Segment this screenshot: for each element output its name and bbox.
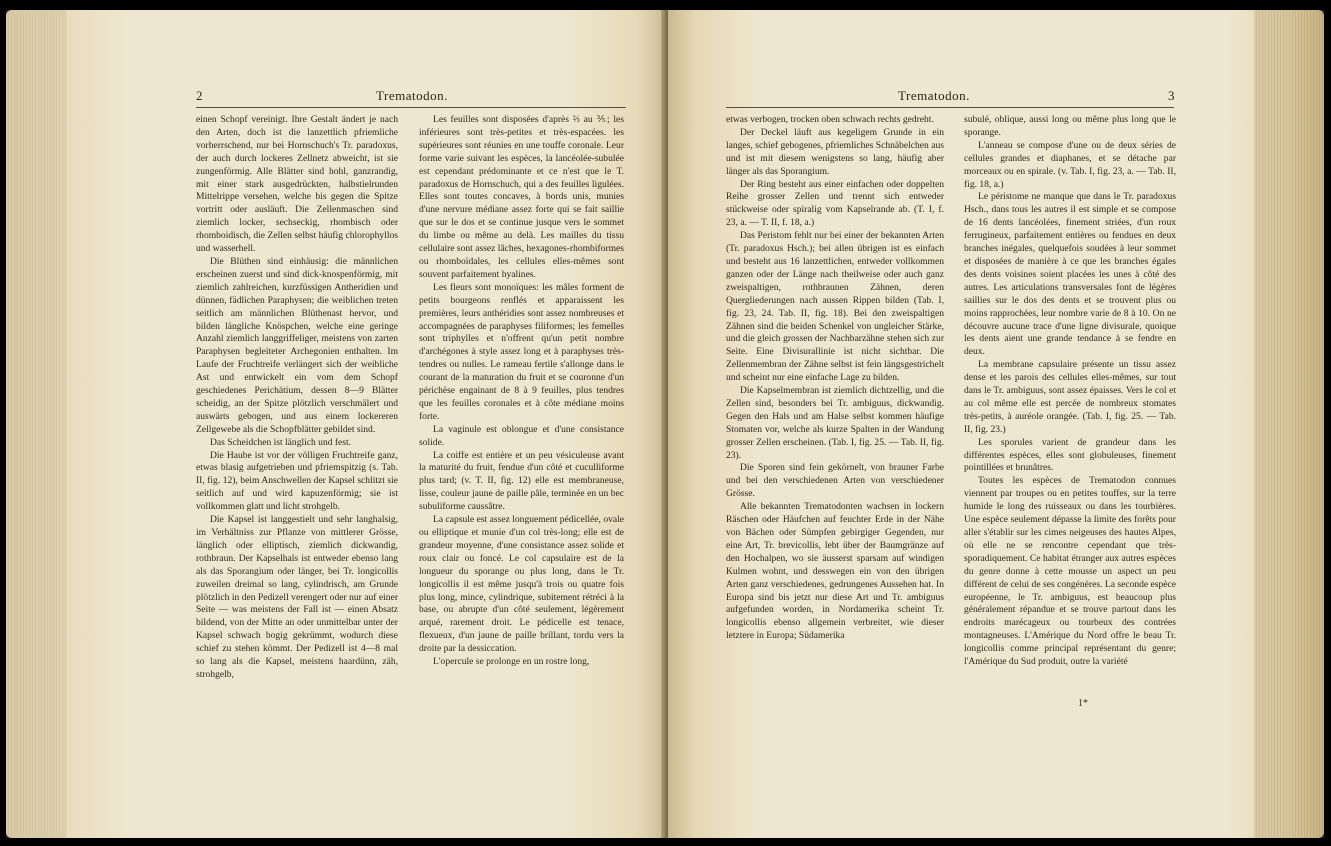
paragraph: einen Schopf vereinigt. Ihre Gestalt ändert je nach den Arten, doch ist die lanzettlich pfriemliche vorherrschend, nur bei Hornschuch's Tr. paradoxus, der auch durch lockeres Zellnetz abweicht, ist sie zungenförmig. Alle Blätter sind hohl, ganzrandig, mit einer stark ausgedrückten, halbstielrunden Mittelrippe versehen, welche bis gegen die Spitze vortritt oder ausläuft. Die Zellenmaschen sind ziemlich locker, sechseckig, rhombisch oder rhomboidisch, die Zellen selbst häufig chlorophyllos und wasserhell. <box>196 114 398 255</box>
paragraph: Der Deckel läuft aus kegeligem Grunde in ein langes, schief gebogenes, pfriemliches Schnäbelchen aus und ist mit diesem wenigstens so lang, häufig aber länger als das Sporangium. <box>726 126 944 177</box>
left-page <box>6 10 666 838</box>
paragraph: Die Kapsel ist langgestielt und sehr langhalsig, im Verhältniss zur Pflanze von mittlerer Grösse, länglich oder elliptisch, ziemlich dickwandig, rothbraun. Der Kapselhals ist entweder ebenso lang als das Sporangium oder länger, bei Tr. longicollis zuweilen dreimal so lang, cylindrisch, am Grunde plötzlich in den Pedizell verengert oder nur auf einer Seite — was meistens der Fall ist — einen Absatz bildend, von der Mitte an oder unmittelbar unter der Kapsel schwach bogig gekrümmt, wodurch diese schief zu stehen kömmt. Der Pedizell ist 4—8 mal so lang als die Kapsel, meistens haardünn, zäh, strohgelb, <box>196 514 398 680</box>
right-page-edges <box>1254 10 1324 838</box>
paragraph: Alle bekannten Trematodonten wachsen in lockern Räschen oder Häufchen auf feuchter Erde in der Nähe von Bächen oder Sümpfen gebirgiger Gegenden, nur eine Art, Tr. brevicollis, lebt über der Baumgränze auf den Hochalpen, wo sie äusserst sparsam auf windigen Kulmen wohnt, und desswegen ein von den übrigen Arten ganz verschiedenes, gedrungenes Aussehen hat. In Europa sind bis jetzt nur diese Art und Tr. ambiguus aufgefunden worden, in Nordamerika scheint Tr. longicollis ebenso allgemein verbreitet, wie dieser letztere in Europa; Südamerika <box>726 501 944 642</box>
paragraph: Toutes les espèces de Trematodon connues viennent par troupes ou en petites touffes, sur la terre humide le long des ruisseaux ou dans les tourbières. Une espèce seulement dépasse la limite des forêts pour aller s'établir sur les cimes neigeuses des hautes Alpes, où elle ne se rencontre cependant que très-sporadiquement. Ce habitat étranger aux autres espèces du genre donne à cette mousse un aspect un peu différent de celui de ses congénères. La seconde espèce européenne, le Tr. ambiguus, est beaucoup plus généralement répandue et se trouve partout dans les endroits marécageux ou tourbeux des contrées montagneuses. L'Amérique du Nord offre le beau Tr. longicollis comme principal représentant du genre; l'Amérique du Sud produit, outre la variété <box>964 475 1176 668</box>
right-page-number: 3 <box>1168 88 1175 103</box>
paragraph: Die Haube ist vor der völligen Fruchtreife ganz, etwas blasig aufgetrieben und pfriemspitzig (s. Tab. II, fig. 12), beim Anschwellen der Kapsel schlitzt sie seitlich auf und wird kapuzenförmig; sie ist vollkommen glatt und licht strohgelb. <box>196 449 398 513</box>
paragraph: Das Scheidchen ist länglich und fest. <box>210 436 352 448</box>
paragraph: Das Peristom fehlt nur bei einer der bekannten Arten (Tr. paradoxus Hsch.); bei allen übrigen ist es einfach und besteht aus 16 lanzettlichen, entweder vollkommen ganzen oder der Länge nach theilweise oder auch ganz zweispaltigen, rothbraunen Zähnen, deren Quergliederungen nach aussen Rippen bilden (Tab. I, fig. 23, 24. Tab. II, fig. 18). Bei den zweispaltigen Zähnen sind die beiden Schenkel von ungleicher Stärke, und die gleich grossen der Nachbarzähne stehen sich zur Seite. Eine Divisurallinie ist nicht sichtbar. Die Zellenmembran der Zähne selbst ist fein längsgestrichelt und scheint nur eine einfache Lage zu bilden. <box>726 230 944 384</box>
right-french-column <box>964 114 1176 669</box>
paragraph: Der Ring besteht aus einer einfachen oder doppelten Reihe grosser Zellen und trennt sich entweder stückweise oder spiralig vom Kapselrande ab. (T. I, f. 23, a. — T. II, f. 18, a.) <box>726 178 944 229</box>
paragraph: La capsule est assez longuement pédicellée, ovale ou elliptique et munie d'un col très-long; elle est de grandeur moyenne, d'une consistance assez solide et roux clair ou foncé. Le col capsulaire est de la longueur du sporange ou plus long, dans le Tr. longicollis il est même jusqu'à trois ou quatre fois plus long, mince, cylindrique, subitement rétréci à la base, ou abrupte d'un côté seulement, légèrement arqué, rarement droit. Le pédicelle est tenace, flexueux, d'un jaune de paille brillant, tordu vers la droite par la dessiccation. <box>419 514 624 655</box>
left-page-number: 2 <box>196 88 203 103</box>
right-german-column <box>726 114 944 643</box>
paragraph: Les feuilles sont disposées d'après ⅔ au ⅗; les inférieures sont très-petites et très-espacées. les supérieures sont réunies en une touffe coronale. Leur forme varie suivant les espèces, la lancéolée-subulée est cependant prédominante et ce n'est que le T. paradoxus de Hornschuch, qui a des feuilles ligulées. Elles sont toutes concaves, à bords unis, munies d'une nervure médiane assez forte qui se fait saillie que sur le dos et se continue jusque vers le sommet du limbe ou même au delà. Les mailles du tissu cellulaire sont assez lâches, hexagones-rhombiformes ou rhomboïdales, les cellules elles-mêmes sont souvent parfaitement hyalines. <box>419 114 624 280</box>
paragraph: Les sporules varient de grandeur dans les différentes espèces, elles sont globuleuses, finement pointillées et brunâtres. <box>964 436 1176 474</box>
right-head-rule <box>726 107 1174 108</box>
paragraph: Die Blüthen sind einhäusig: die männlichen erscheinen zuerst und sind dick-knospenförmig, mit ziemlich zahlreichen, kurzfüssigen Antheridien und dünnen, fädlichen Paraphysen; die weiblichen treten seitlich am männlichen Blüthenast hervor, und bilden längliche Knöspchen, welche eine geringe Anzahl ziemlich langgriffeliger, meistens von zarten Paraphysen begleiteter Archegonien enthalten. Im Laufe der Fruchtreife verlängert sich der weibliche Ast und entwickelt ein vom dem Schopf geschiedenes Perichätium, dessen 8—9 Blätter scheidig, an der Spitze plötzlich verschmälert und auswärts gebogen, und aus einem lockereren Zellgewebe als die Schopfblätter gebildet sind. <box>196 255 398 435</box>
paragraph: etwas verbogen, trocken oben schwach rechts gedreht. <box>726 114 934 125</box>
left-head-rule <box>196 107 626 108</box>
left-french-column <box>419 114 624 669</box>
left-running-head: Trematodon. <box>376 88 448 103</box>
paragraph: La coiffe est entière et un peu vésiculeuse avant la maturité du fruit, fendue d'un côté et cuculliforme plus tard; (v. T. II, fig. 12) elle est membraneuse, lisse, couleur jaune de paille pâle, terminée en un bec subuliforme caussâtre. <box>419 449 624 513</box>
right-page <box>668 10 1324 838</box>
left-page-edges <box>6 10 66 838</box>
paragraph: L'anneau se compose d'une ou de deux séries de cellules grandes et diaphanes, et se détache par morceaux ou en spirale. (v. Tab. I, fig. 23, a. — Tab. II, fig. 18, a.) <box>964 139 1176 190</box>
paragraph: La vaginule est oblongue et d'une consistance solide. <box>419 423 624 448</box>
paragraph: subulé, oblique, aussi long ou même plus long que le sporange. <box>964 114 1176 138</box>
paragraph: Die Kapselmembran ist ziemlich dichtzellig, und die Zellen sind, besonders bei Tr. ambiguus, dickwandig. Gegen den Hals und am Halse selbst kommen häufige Stomaten vor, welche als kurze Spalten in der Wandung grosser Zellen erscheinen. (Tab. I, fig. 25. — Tab. II, fig. 23). <box>726 385 944 461</box>
paragraph: L'opercule se prolonge en un rostre long, <box>433 656 590 668</box>
paragraph: Le péristome ne manque que dans le Tr. paradoxus Hsch., dans tous les autres il est simple et se compose de 16 dents lancéolées, finement striées, d'un roux ferrugineux, parfaitement entières ou fendues en deux branches inégales, quelquefois soudées à leur sommet et disposées de manière à ce que les branches égales des dents voisines soient placées les unes à côté des autres. Les articulations transversales font de légères saillies sur le dos des dents et se trouvent plus ou moins rapprochées, leur nombre varie de 8 à 10. On ne découvre aucune trace d'une ligne divisurale, quoique les dents aient une grande tendance à se fendre en deux. <box>964 191 1176 358</box>
right-running-head: Trematodon. <box>898 88 970 103</box>
open-book <box>6 10 1324 838</box>
left-german-column <box>196 114 398 682</box>
paragraph: Les fleurs sont monoïques: les mâles forment de petits bourgeons renflés et apparaissent les premières, leurs anthéridies sont assez nombreuses et accompagnées de paraphyses filiformes; les femelles sont triphylles et n'offrent qu'un petit nombre d'archégones à style assez long et à paraphyses très-tendres ou nulles. Le rameau fertile s'allonge dans le courant de la maturation du fruit et se couronne d'un périchèse engainant de 8 à 9 feuilles, plus tendres que les feuilles coronales et à côte médiane moins forte. <box>419 281 624 422</box>
paragraph: La membrane capsulaire présente un tissu assez dense et les parois des cellules elles-mêmes, sur tout dans le Tr. ambiguus, sont assez épaisses. Vers le col et au col même elle est percée de nombreux stomates très-petits, à auréole orangée. (Tab. I, fig. 25. — Tab. II, fig. 23.) <box>964 359 1176 435</box>
signature-mark: 1* <box>1078 698 1088 709</box>
paragraph: Die Sporen sind fein gekörnelt, von brauner Farbe und bei den verschiedenen Arten von verschiedener Grösse. <box>726 462 944 500</box>
